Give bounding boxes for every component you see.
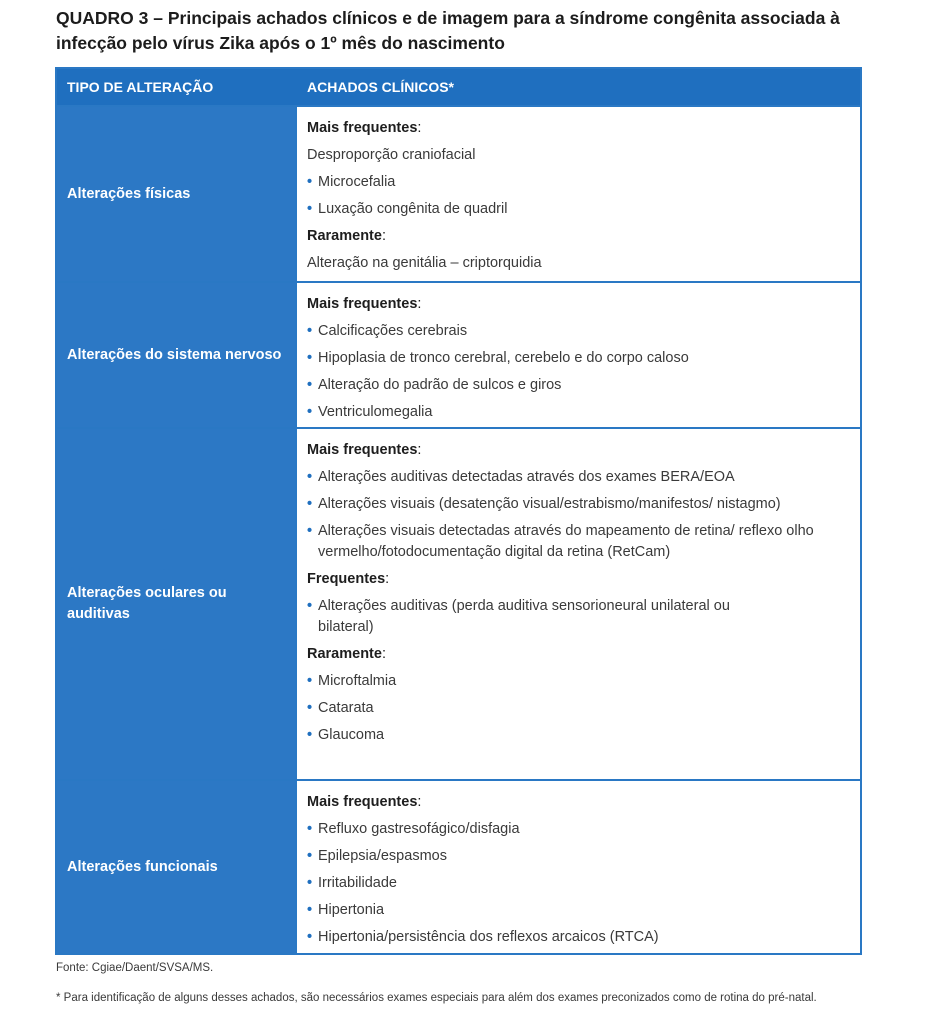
- finding-bullet: • Alterações auditivas detectadas através dos exames BERA/EOA: [307, 467, 850, 488]
- bullet-icon: •: [307, 598, 313, 614]
- section-heading: Frequentes:: [307, 571, 390, 587]
- findings-table: [55, 67, 862, 955]
- table-header: [57, 69, 860, 105]
- row-label: Alterações físicas: [57, 107, 297, 281]
- finding-bullet: • Catarata: [307, 698, 850, 719]
- section-heading: Raramente:: [307, 646, 386, 662]
- footnote: * Para identificação de alguns desses achados, são necessários exames especiais para além dos exames preconizados como de rotina do pré-natal.: [56, 992, 817, 1004]
- finding-bullet: • Hipoplasia de tronco cerebral, cerebelo e do corpo caloso: [307, 348, 850, 369]
- table-row-sistema-nervoso: [57, 281, 860, 427]
- row-label: Alterações do sistema nervoso: [57, 283, 297, 427]
- finding-bullet: • Irritabilidade: [307, 873, 850, 894]
- bullet-icon: •: [307, 174, 313, 190]
- section-heading: Mais frequentes:: [307, 296, 422, 312]
- finding-bullet: • Alterações auditivas (perda auditiva sensorioneural unilateral ou bilateral): [307, 596, 787, 638]
- bullet-icon: •: [307, 404, 313, 420]
- finding-text: Desproporção craniofacial: [307, 147, 476, 163]
- bullet-icon: •: [307, 929, 313, 945]
- bullet-icon: •: [307, 848, 313, 864]
- bullet-icon: •: [307, 821, 313, 837]
- finding-bullet: • Alterações visuais detectadas através do mapeamento de retina/ reflexo olho vermelho/fotodocumentação digital da retina (RetCam): [307, 521, 850, 563]
- bullet-icon: •: [307, 902, 313, 918]
- bullet-icon: •: [307, 496, 313, 512]
- finding-bullet: • Calcificações cerebrais: [307, 321, 850, 342]
- title-prefix: QUADRO 3 –: [56, 8, 163, 28]
- finding-bullet: • Epilepsia/espasmos: [307, 846, 850, 867]
- section-heading: Raramente:: [307, 228, 386, 244]
- finding-bullet: • Luxação congênita de quadril: [307, 199, 850, 220]
- row-content: [297, 429, 860, 779]
- row-label: Alterações oculares ou auditivas: [57, 429, 297, 779]
- header-tipo-de-alteracao: TIPO DE ALTERAÇÃO: [67, 79, 214, 95]
- section-heading: Mais frequentes:: [307, 442, 422, 458]
- finding-bullet: • Alteração do padrão de sulcos e giros: [307, 375, 850, 396]
- bullet-icon: •: [307, 875, 313, 891]
- section-heading: Mais frequentes:: [307, 794, 422, 810]
- section-heading: Mais frequentes:: [307, 120, 422, 136]
- table-title: [56, 6, 886, 56]
- row-content: [297, 283, 860, 427]
- bullet-icon: •: [307, 377, 313, 393]
- finding-text: Alteração na genitália – criptorquidia: [307, 255, 542, 271]
- title-text: Principais achados clínicos e de imagem para a síndrome congênita associada à infecção pelo vírus Zika após o 1º mês do nascimento: [56, 8, 840, 53]
- bullet-icon: •: [307, 673, 313, 689]
- bullet-icon: •: [307, 350, 313, 366]
- header-achados-clinicos: ACHADOS CLÍNICOS*: [307, 79, 455, 95]
- finding-bullet: • Hipertonia: [307, 900, 850, 921]
- table-row-oculares-auditivas: [57, 427, 860, 779]
- row-label: Alterações funcionais: [57, 781, 297, 953]
- table-row-alteracoes-fisicas: [57, 105, 860, 281]
- bullet-icon: •: [307, 727, 313, 743]
- bullet-icon: •: [307, 323, 313, 339]
- finding-bullet: • Microftalmia: [307, 671, 850, 692]
- finding-bullet: • Microcefalia: [307, 172, 850, 193]
- bullet-icon: •: [307, 469, 313, 485]
- bullet-icon: •: [307, 201, 313, 217]
- bullet-icon: •: [307, 700, 313, 716]
- bullet-icon: •: [307, 523, 313, 539]
- finding-bullet: • Refluxo gastresofágico/disfagia: [307, 819, 850, 840]
- row-content: [297, 781, 860, 953]
- finding-bullet: • Glaucoma: [307, 725, 850, 746]
- finding-bullet: • Alterações visuais (desatenção visual/estrabismo/manifestos/ nistagmo): [307, 494, 850, 515]
- finding-bullet: • Ventriculomegalia: [307, 402, 850, 423]
- row-content: [297, 107, 860, 281]
- finding-bullet: • Hipertonia/persistência dos reflexos arcaicos (RTCA): [307, 927, 850, 948]
- source-note: Fonte: Cgiae/Daent/SVSA/MS.: [56, 962, 214, 974]
- table-row-funcionais: [57, 779, 860, 953]
